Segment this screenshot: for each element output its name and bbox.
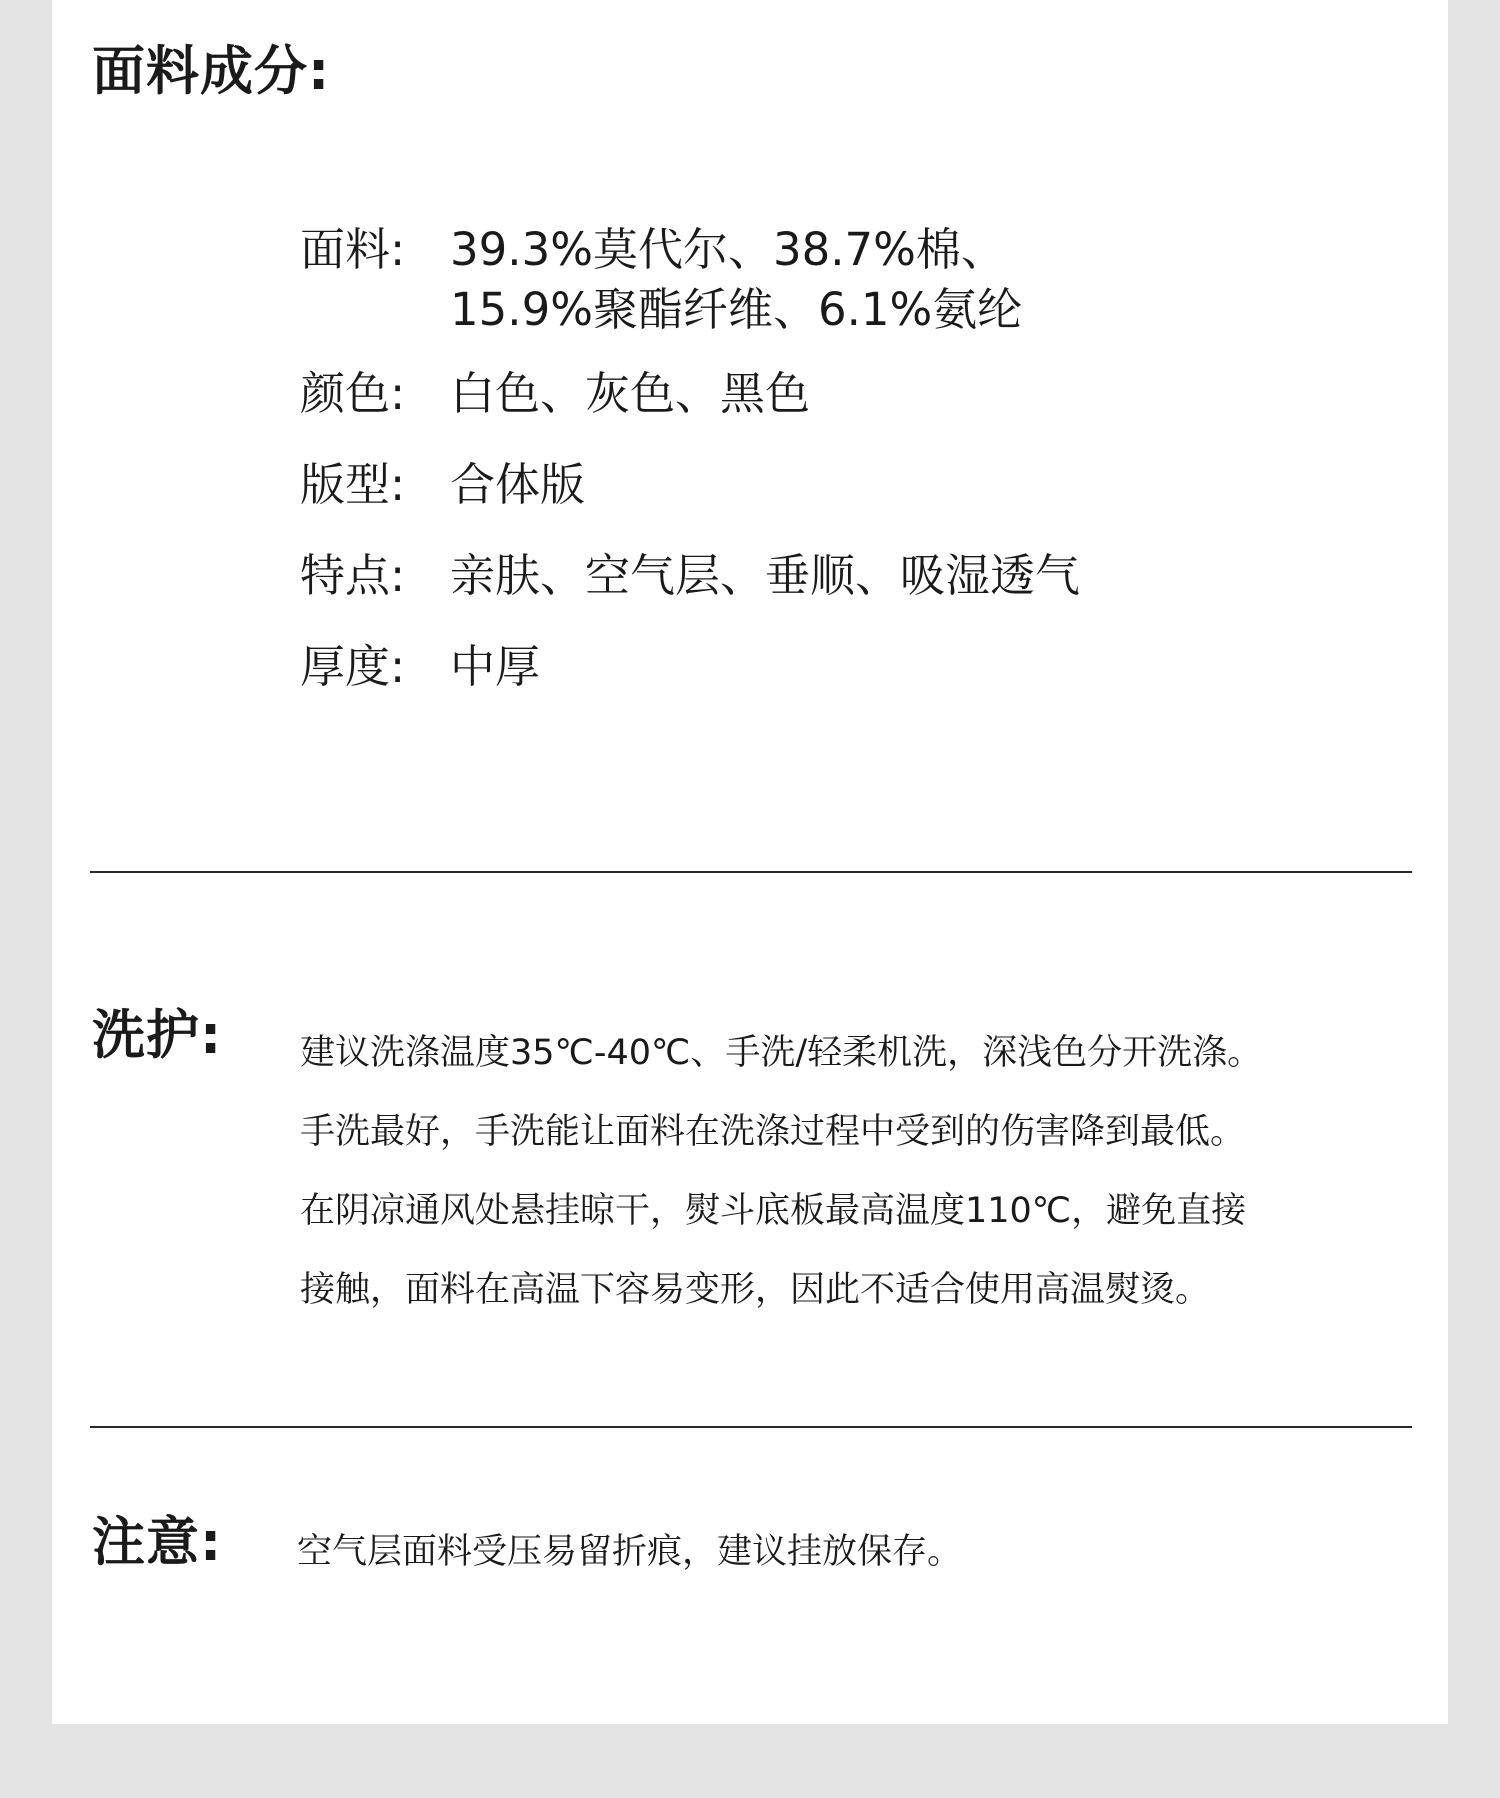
spec-value-fabric-line-2: 15.9%聚酯纤维、6.1%氨纶 xyxy=(450,283,1023,336)
care-line: 建议洗涤温度35℃-40℃、手洗/轻柔机洗，深浅色分开洗涤。 xyxy=(300,1033,1263,1073)
care-line: 手洗最好，手洗能让面料在洗涤过程中受到的伤害降到最低。 xyxy=(300,1112,1246,1152)
spec-value-fabric xyxy=(450,220,1400,340)
spec-row-fit xyxy=(300,455,1400,515)
spec-row-features xyxy=(300,546,1400,606)
spec-label-color: 颜色: xyxy=(300,367,406,420)
spec-row-fabric xyxy=(300,220,1400,340)
care-line: 接触，面料在高温下容易变形，因此不适合使用高温熨烫。 xyxy=(300,1270,1211,1310)
spec-label-fabric: 面料: xyxy=(300,223,406,276)
spec-value-fit: 合体版 xyxy=(450,458,586,511)
care-instructions xyxy=(300,1014,1410,1330)
spec-value-color: 白色、灰色、黑色 xyxy=(450,367,811,420)
fabric-composition-heading: 面料成分: xyxy=(92,41,331,102)
spec-value-fabric-line-1: 39.3%莫代尔、38.7%棉、 xyxy=(450,223,1006,276)
spec-value-thickness: 中厚 xyxy=(450,640,541,693)
spec-label-features: 特点: xyxy=(300,549,406,602)
product-detail-card xyxy=(52,0,1448,1724)
note-heading: 注意: xyxy=(92,1512,223,1573)
section-divider xyxy=(90,871,1412,873)
care-heading: 洗护: xyxy=(92,1005,223,1066)
spec-row-color xyxy=(300,364,1400,424)
spec-list xyxy=(300,220,1400,728)
note-text: 空气层面料受压易留折痕，建议挂放保存。 xyxy=(297,1532,963,1572)
section-divider xyxy=(90,1426,1412,1428)
care-line: 在阴凉通风处悬挂晾干，熨斗底板最高温度110℃，避免直接 xyxy=(300,1191,1247,1231)
spec-value-features: 亲肤、空气层、垂顺、吸湿透气 xyxy=(450,549,1081,602)
spec-label-fit: 版型: xyxy=(300,458,406,511)
spec-label-thickness: 厚度: xyxy=(300,640,406,693)
spec-row-thickness xyxy=(300,637,1400,697)
